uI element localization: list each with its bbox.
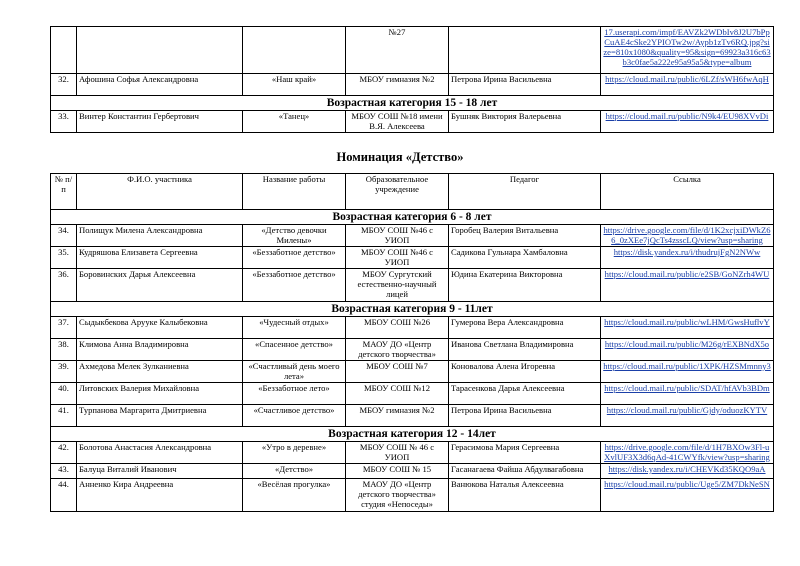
participant-name: Ахмедова Мелек Зулканиевна bbox=[77, 361, 243, 383]
link[interactable]: https://cloud.mail.ru/public/wLHM/GwsHuflvY bbox=[601, 317, 774, 339]
row-num: 35. bbox=[51, 247, 77, 269]
table-row bbox=[51, 27, 774, 74]
table-row bbox=[51, 479, 774, 512]
work-title: «Детство девочки Милены» bbox=[243, 225, 346, 247]
participant-name: Кудряшова Елизавета Сергеевна bbox=[77, 247, 243, 269]
header-num: № п/п bbox=[51, 174, 77, 210]
work-title: «Счастливое детство» bbox=[243, 405, 346, 427]
school: МАОУ ДО «Центр детского творчества» bbox=[346, 339, 449, 361]
participant-name: Анненко Кира Андреевна bbox=[77, 479, 243, 512]
link[interactable]: https://cloud.mail.ru/public/e2SB/GoNZrh4WU bbox=[601, 269, 774, 302]
participant-name: Литовских Валерия Михайловна bbox=[77, 383, 243, 405]
work-title bbox=[243, 27, 346, 74]
row-num: 44. bbox=[51, 479, 77, 512]
participant-name: Турпанова Маргарита Дмитриевна bbox=[77, 405, 243, 427]
school: МБОУ СОШ №46 с УИОП bbox=[346, 225, 449, 247]
row-num: 32. bbox=[51, 74, 77, 96]
row-num: 39. bbox=[51, 361, 77, 383]
category-label: Возрастная категория 6 - 8 лет bbox=[51, 210, 774, 225]
groups-body bbox=[51, 210, 774, 512]
row-num: 40. bbox=[51, 383, 77, 405]
teacher: Юдина Екатерина Викторовна bbox=[449, 269, 601, 302]
category-label: Возрастная категория 9 - 11лет bbox=[51, 302, 774, 317]
table-row bbox=[51, 269, 774, 302]
teacher: Коновалова Алена Игоревна bbox=[449, 361, 601, 383]
category-label: Возрастная категория 12 - 14лет bbox=[51, 427, 774, 442]
table-row bbox=[51, 74, 774, 96]
link[interactable]: https://drive.google.com/file/d/1H7BXOw3Fl-uXvlUF3X3d6qAd-41CWYfk/view?usp=sharing bbox=[601, 442, 774, 464]
table-row bbox=[51, 247, 774, 269]
link[interactable]: 17.userapi.com/impf/EAVZk2WDbIv8J2U7bPpCuAE4cSke2YPIOTw2w/Aypb1zTv6RQ.jpg?size=810x1080&quality=95&sign=69923a316c63b3c0fae5a222e95a95a5&type=album bbox=[601, 27, 774, 74]
link[interactable]: https://cloud.mail.ru/public/6LZf/sWH6fwAqH bbox=[601, 74, 774, 96]
category-row bbox=[51, 210, 774, 225]
row-num: 38. bbox=[51, 339, 77, 361]
link[interactable]: https://cloud.mail.ru/public/1XPK/HZSMmnny3 bbox=[601, 361, 774, 383]
header-teacher: Педагог bbox=[449, 174, 601, 210]
participant-name: Полищук Милена Александровна bbox=[77, 225, 243, 247]
table-header bbox=[51, 174, 774, 210]
teacher: Бушняк Виктория Валерьевна bbox=[449, 111, 601, 133]
work-title: «Наш край» bbox=[243, 74, 346, 96]
top-table bbox=[50, 26, 774, 133]
table-row bbox=[51, 405, 774, 427]
school: МБОУ гимназия №2 bbox=[346, 405, 449, 427]
teacher: Ванюкова Наталья Алексеевна bbox=[449, 479, 601, 512]
link[interactable]: https://cloud.mail.ru/public/Gjdy/oduozKYTV bbox=[601, 405, 774, 427]
teacher: Петрова Ирина Васильевна bbox=[449, 405, 601, 427]
table-row bbox=[51, 339, 774, 361]
table-row bbox=[51, 225, 774, 247]
row-num: 41. bbox=[51, 405, 77, 427]
work-title: «Детство» bbox=[243, 464, 346, 479]
teacher: Герасимова Мария Сергеевна bbox=[449, 442, 601, 464]
link[interactable]: https://drive.google.com/file/d/1K2xcjxiDWkZ66_0zXEe7jQcTs4zsscLQ/view?usp=sharing bbox=[601, 225, 774, 247]
category-row bbox=[51, 427, 774, 442]
school: МБОУ СОШ №18 имени В.Я. Алексеева bbox=[346, 111, 449, 133]
nomination-title: Номинация «Детство» bbox=[336, 150, 464, 164]
table-row bbox=[51, 464, 774, 479]
work-title: «Беззаботное детство» bbox=[243, 247, 346, 269]
row-num bbox=[51, 27, 77, 74]
main-table bbox=[50, 173, 774, 512]
link[interactable]: https://cloud.mail.ru/public/N9k4/EU98XVvDi bbox=[601, 111, 774, 133]
work-title: «Счастливый день моего лета» bbox=[243, 361, 346, 383]
school: МБОУ СОШ №26 bbox=[346, 317, 449, 339]
table-row bbox=[51, 111, 774, 133]
participant-name: Афошина Софья Александровна bbox=[77, 74, 243, 96]
work-title: «Утро в деревне» bbox=[243, 442, 346, 464]
school: МБОУ Сургутский естественно-научный лицей bbox=[346, 269, 449, 302]
row-num: 37. bbox=[51, 317, 77, 339]
participant-name: Винтер Константин Гербертович bbox=[77, 111, 243, 133]
work-title: «Спасенное детство» bbox=[243, 339, 346, 361]
school: МБОУ СОШ № 46 с УИОП bbox=[346, 442, 449, 464]
row-num: 36. bbox=[51, 269, 77, 302]
link[interactable]: https://disk.yandex.ru/i/CHEVKd35KQO9aA bbox=[601, 464, 774, 479]
work-title: «Беззаботное детство» bbox=[243, 269, 346, 302]
category-label: Возрастная категория 15 - 18 лет bbox=[51, 96, 774, 111]
school: МБОУ СОШ №12 bbox=[346, 383, 449, 405]
participant-name bbox=[77, 27, 243, 74]
school: МАОУ ДО «Центр детского творчества» студия «Непоседы» bbox=[346, 479, 449, 512]
link[interactable]: https://cloud.mail.ru/public/SDAT/hfAVb3BDm bbox=[601, 383, 774, 405]
work-title: «Танец» bbox=[243, 111, 346, 133]
table-row bbox=[51, 361, 774, 383]
teacher: Петрова Ирина Васильевна bbox=[449, 74, 601, 96]
header-link: Ссылка bbox=[601, 174, 774, 210]
participant-name: Болотова Анастасия Александровна bbox=[77, 442, 243, 464]
teacher bbox=[449, 27, 601, 74]
school: МБОУ СОШ №7 bbox=[346, 361, 449, 383]
school: МБОУ гимназия №2 bbox=[346, 74, 449, 96]
teacher: Горобец Валерия Витальевна bbox=[449, 225, 601, 247]
link[interactable]: https://cloud.mail.ru/public/Uge5/ZM7DkNeSN bbox=[601, 479, 774, 512]
work-title: «Беззаботное лето» bbox=[243, 383, 346, 405]
category-row bbox=[51, 96, 774, 111]
row-num: 33. bbox=[51, 111, 77, 133]
row-num: 42. bbox=[51, 442, 77, 464]
row-num: 34. bbox=[51, 225, 77, 247]
teacher: Садикова Гульнара Хамбаловна bbox=[449, 247, 601, 269]
category-row bbox=[51, 302, 774, 317]
work-title: «Чудесный отдых» bbox=[243, 317, 346, 339]
table-row bbox=[51, 317, 774, 339]
header-school: Образовательное учреждение bbox=[346, 174, 449, 210]
teacher: Гасанагаева Файша Абдулвагабовна bbox=[449, 464, 601, 479]
participant-name: Боровинских Дарья Алексеевна bbox=[77, 269, 243, 302]
link[interactable]: https://disk.yandex.ru/i/thudrujFgN2NWw bbox=[601, 247, 774, 269]
table-row bbox=[51, 383, 774, 405]
school: МБОУ СОШ №46 с УИОП bbox=[346, 247, 449, 269]
participant-name: Климова Анна Владимировна bbox=[77, 339, 243, 361]
teacher: Иванова Светлана Владимировна bbox=[449, 339, 601, 361]
table-row bbox=[51, 442, 774, 464]
header-name: Ф.И.О. участника bbox=[77, 174, 243, 210]
teacher: Гумерова Вера Александровна bbox=[449, 317, 601, 339]
school: №27 bbox=[346, 27, 449, 74]
participant-name: Сыдыкбекова Арууке Калыбековна bbox=[77, 317, 243, 339]
participant-name: Балуца Виталий Иванович bbox=[77, 464, 243, 479]
work-title: «Весёлая прогулка» bbox=[243, 479, 346, 512]
link[interactable]: https://cloud.mail.ru/public/M26g/rEXBNdX5o bbox=[601, 339, 774, 361]
teacher: Тарасенкова Дарья Алексеевна bbox=[449, 383, 601, 405]
school: МБОУ СОШ № 15 bbox=[346, 464, 449, 479]
row-num: 43. bbox=[51, 464, 77, 479]
header-work: Название работы bbox=[243, 174, 346, 210]
